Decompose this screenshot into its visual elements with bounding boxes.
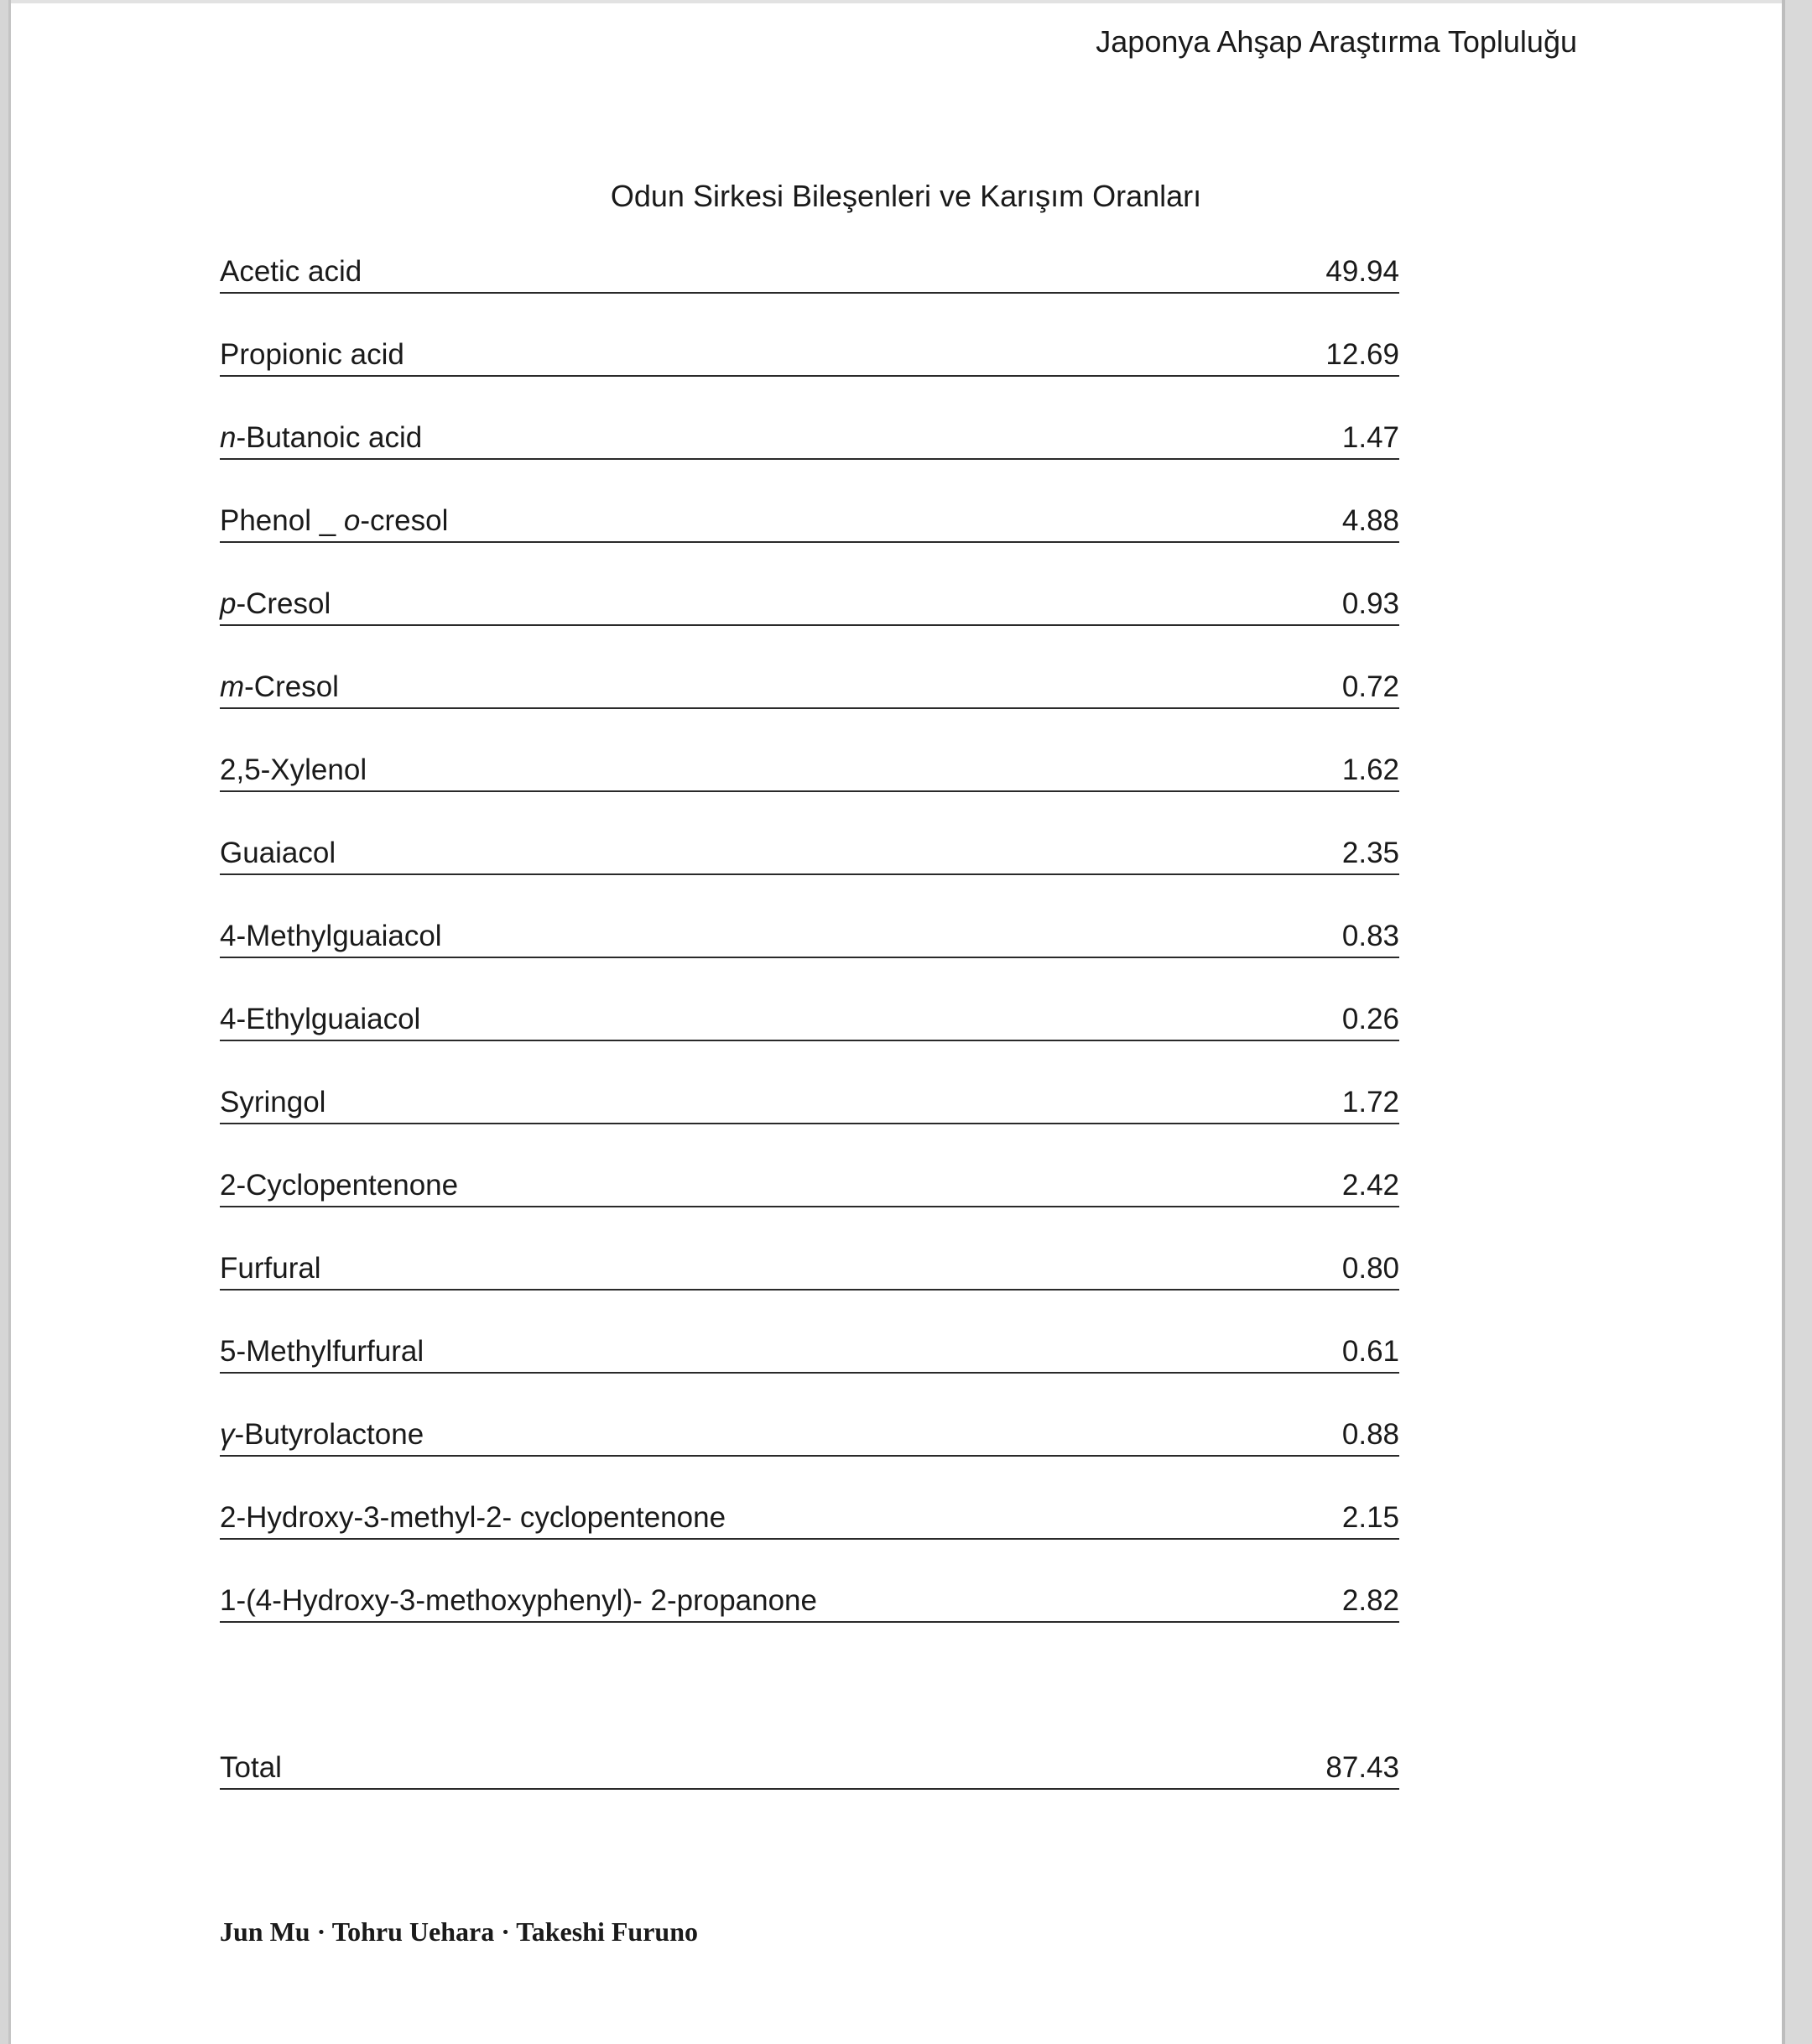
component-label: Syringol [220,1086,326,1118]
component-value: 0.83 [1341,920,1399,952]
component-prefix: γ [220,1418,235,1451]
table-row [220,250,1399,294]
component-label: Guaiacol [220,837,336,869]
table-row [220,1247,1399,1291]
component-value: 12.69 [1325,338,1399,371]
component-label: 2,5-Xylenol [220,753,367,786]
component-name [220,1001,420,1038]
component-label: 2-Hydroxy-3-methyl-2- cyclopentenone [220,1501,726,1534]
component-label: 4-Methylguaiacol [220,920,442,952]
component-name [220,1499,726,1536]
page-left-border [8,0,11,2044]
component-name [220,918,442,955]
component-name [220,1416,424,1453]
component-label: Phenol _ o-cresol [220,504,449,537]
component-value: 0.72 [1341,670,1399,703]
component-label: -Butanoic acid [236,421,423,454]
component-value: 1.62 [1341,753,1399,786]
component-name [220,503,448,540]
table-row [220,1164,1399,1207]
table-row [220,499,1399,543]
component-label: 5-Methylfurfural [220,1335,424,1368]
component-value: 2.82 [1341,1584,1399,1617]
component-label: 4-Ethylguaiacol [220,1003,421,1035]
component-value: 49.94 [1325,255,1399,288]
table-row [220,1579,1399,1623]
component-value: 2.35 [1341,837,1399,869]
table-row [220,416,1399,460]
total-value: 87.43 [1325,1751,1399,1784]
component-name [220,1583,817,1619]
table-row [220,582,1399,626]
component-value: 2.15 [1341,1501,1399,1534]
component-prefix: m [220,670,245,703]
component-value: 2.42 [1341,1169,1399,1202]
component-value: 4.88 [1341,504,1399,537]
component-prefix: n [220,421,237,454]
component-value: 0.88 [1341,1418,1399,1451]
table-row [220,665,1399,709]
page-top-edge [0,0,1812,3]
component-name [220,1250,321,1287]
component-prefix: p [220,587,237,620]
component-name [220,752,367,789]
document-title: Odun Sirkesi Bileşenleri ve Karışım Oranları [610,179,1202,213]
component-name [220,420,422,456]
table-row [220,915,1399,958]
total-row [220,1746,1399,1790]
component-value: 0.93 [1341,587,1399,620]
page-left-edge [0,0,8,2044]
component-name [220,835,336,872]
table-row [220,1413,1399,1457]
table-row [220,998,1399,1041]
table-row [220,1081,1399,1124]
component-label: -Cresol [244,670,339,703]
component-name [220,336,404,373]
component-value: 1.47 [1341,421,1399,454]
component-name [220,586,331,623]
header-organization: Japonya Ahşap Araştırma Topluluğu [1096,24,1577,59]
table-row [220,333,1399,377]
page-right-edge [1785,0,1812,2044]
component-label: 1-(4-Hydroxy-3-methoxyphenyl)- 2-propanone [220,1584,817,1617]
authors-line: Jun Mu · Tohru Uehara · Takeshi Furuno [220,1916,698,1947]
table-row [220,1496,1399,1540]
component-label: -Cresol [236,587,331,620]
total-label: Total [220,1751,282,1784]
component-name [220,1167,458,1204]
component-label: Furfural [220,1252,321,1285]
component-name [220,1333,424,1370]
component-value: 1.72 [1341,1086,1399,1118]
component-name [220,669,339,706]
table-row [220,1330,1399,1374]
table-row [220,832,1399,875]
table-row [220,748,1399,792]
component-name [220,253,362,290]
component-label: 2-Cyclopentenone [220,1169,459,1202]
component-name [220,1084,325,1121]
component-label: Acetic acid [220,255,362,288]
component-label: Propionic acid [220,338,404,371]
component-value: 0.26 [1341,1003,1399,1035]
component-label: -Butyrolactone [234,1418,424,1451]
component-value: 0.61 [1341,1335,1399,1368]
component-value: 0.80 [1341,1252,1399,1285]
